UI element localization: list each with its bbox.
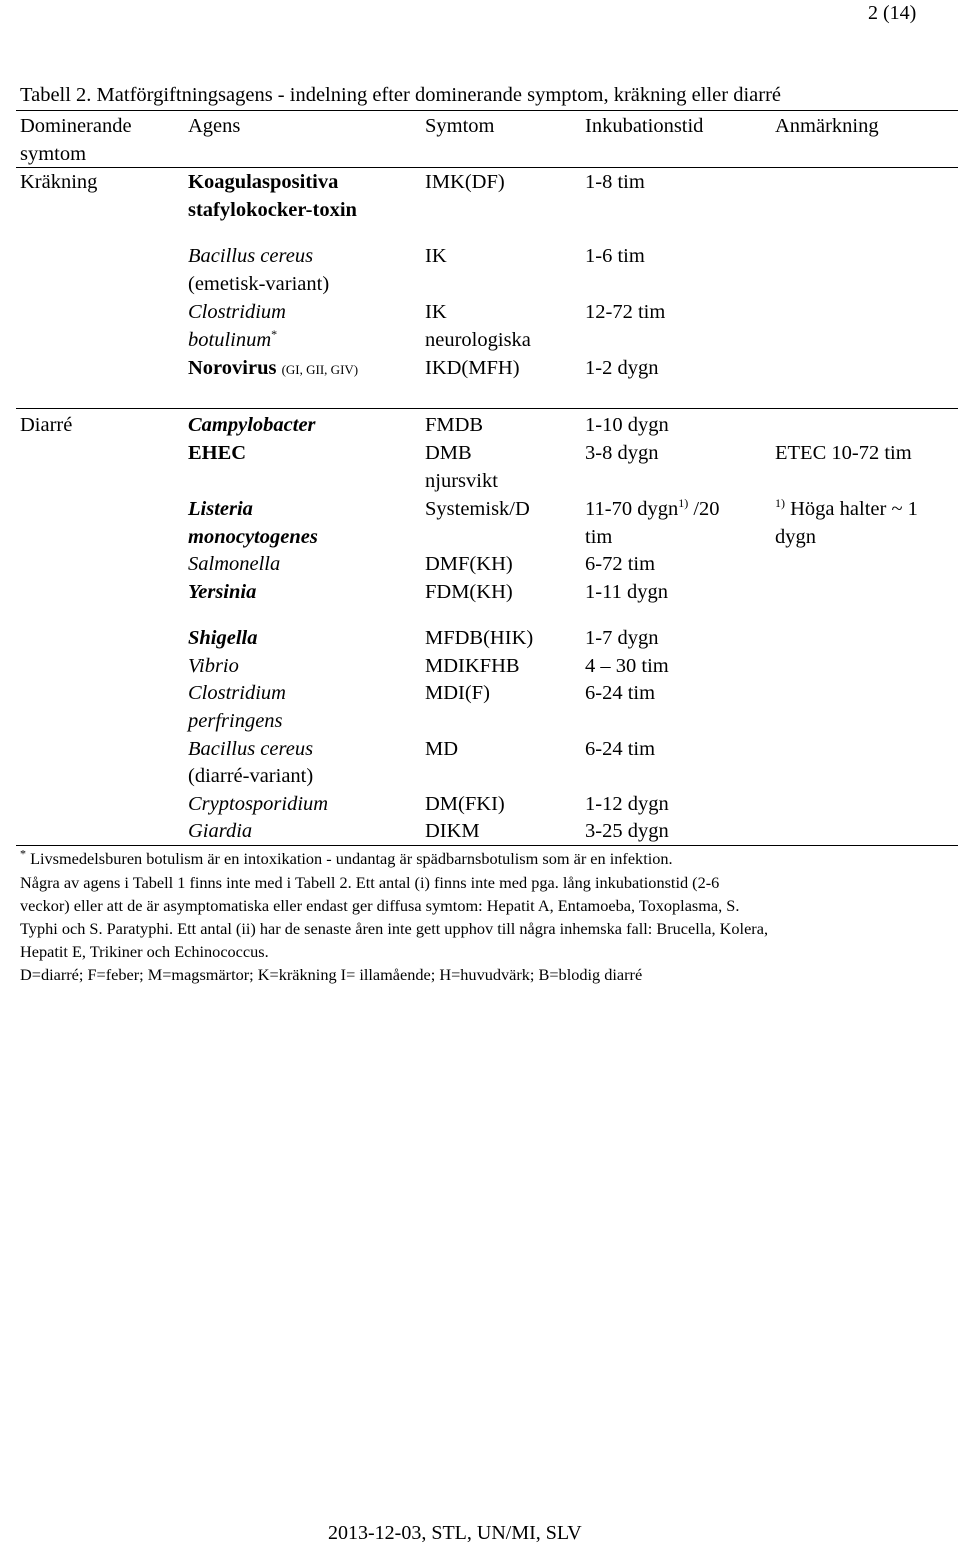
- agens-cell-line2: perfringens: [188, 710, 283, 732]
- inkubation-cell: 12-72 tim: [585, 301, 666, 323]
- symtom-cell: MDIKFHB: [425, 655, 520, 677]
- agens-cell: Vibrio: [188, 655, 239, 677]
- header-inkubationstid: Inkubationstid: [585, 115, 704, 137]
- agens-cell-line2: monocytogenes: [188, 526, 318, 548]
- footnote-text: veckor) eller att de är asymptomatiska eller endast ger diffusa symtom: Hepatit A, Entamoeba, Toxoplasma, S.: [20, 896, 740, 915]
- footnote-text: Hepatit E, Trikiner och Echinococcus.: [20, 942, 269, 961]
- agens-cell: Yersinia: [188, 581, 257, 603]
- agens-cell: Cryptosporidium: [188, 793, 329, 815]
- table-title: Tabell 2. Matförgiftningsagens - indelning efter dominerande symptom, kräkning eller diarré: [20, 84, 782, 106]
- agens-cell: Bacillus cereus: [188, 245, 314, 267]
- inkubation-cell: 6-24 tim: [585, 738, 656, 760]
- agens-cell: Campylobacter: [188, 414, 316, 436]
- header-anmarkning: Anmärkning: [775, 115, 879, 137]
- inkubation-cell: 6-24 tim: [585, 682, 656, 704]
- agens-cell: Clostridium: [188, 682, 286, 704]
- table-top-rule: [16, 110, 958, 111]
- group-label-diarre: Diarré: [20, 414, 73, 436]
- table-bottom-rule: [16, 845, 958, 846]
- agens-cell: Listeria: [188, 498, 253, 520]
- symtom-cell: IKD(MFH): [425, 357, 520, 379]
- symtom-cell: FDM(KH): [425, 581, 513, 603]
- agens-cell: Giardia: [188, 820, 253, 842]
- agens-cell: Salmonella: [188, 553, 281, 575]
- inkubation-cell: 4 – 30 tim: [585, 655, 669, 677]
- footnote-botulism: * Livsmedelsburen botulism är en intoxikation - undantag är spädbarnsbotulism som är en infektion.: [20, 846, 673, 868]
- symtom-cell: IK: [425, 245, 447, 267]
- group-rule: [16, 408, 958, 409]
- symtom-cell: DMF(KH): [425, 553, 513, 575]
- symtom-cell: FMDB: [425, 414, 484, 436]
- symtom-cell-line2: neurologiska: [425, 329, 531, 351]
- inkubation-cell: 3-8 dygn: [585, 442, 659, 464]
- agens-cell: EHEC: [188, 442, 247, 464]
- inkubation-cell: 11-70 dygn$^{1)}$ /20: [585, 496, 720, 520]
- agens-cell-line2: (diarré-variant): [188, 765, 314, 787]
- footnote-marker: 1): [775, 496, 785, 511]
- symtom-cell: DM(FKI): [425, 793, 505, 815]
- footnote-marker: 1): [678, 496, 689, 511]
- header-symtom: Symtom: [425, 115, 495, 137]
- page-footer: 2013-12-03, STL, UN/MI, SLV: [328, 1522, 582, 1544]
- inkubation-cell-line2: tim: [585, 526, 613, 548]
- anmarkning-cell-line2: dygn: [775, 526, 816, 548]
- inkubation-cell: 6-72 tim: [585, 553, 656, 575]
- symtom-cell: Systemisk/D: [425, 498, 530, 520]
- symtom-cell: MD: [425, 738, 459, 760]
- header-symptom-2: symtom: [20, 143, 87, 165]
- agens-cell: Norovirus (GI, GII, GIV): [188, 357, 359, 379]
- footnote-marker: *: [271, 327, 278, 342]
- footnote-text: Typhi och S. Paratyphi. Ett antal (ii) har de senaste åren inte gett upphov till några inhemska fall: Brucella, Kolera,: [20, 919, 769, 938]
- inkubation-cell: 1-6 tim: [585, 245, 645, 267]
- group-label-krakning: Kräkning: [20, 171, 98, 193]
- agens-genotypes: (GI, GII, GIV): [281, 362, 359, 377]
- agens-cell-line2: stafylokocker-toxin: [188, 199, 357, 221]
- symtom-cell: MDI(F): [425, 682, 490, 704]
- agens-cell-line2: (emetisk-variant): [188, 273, 330, 295]
- inkubation-cell: 1-2 dygn: [585, 357, 659, 379]
- symtom-cell: DMB: [425, 442, 472, 464]
- header-symptom-1: Dominerande: [20, 115, 132, 137]
- page-number: 2 (14): [868, 2, 917, 24]
- symtom-cell: IK: [425, 301, 447, 323]
- agens-cell-line2: botulinum*: [188, 327, 278, 351]
- symtom-cell: IMK(DF): [425, 171, 505, 193]
- symtom-cell-line2: njursvikt: [425, 470, 498, 492]
- abbreviation-legend: D=diarré; F=feber; M=magsmärtor; K=kräkning I= illamående; H=huvudvärk; B=blodig diarré: [20, 965, 643, 984]
- anmarkning-cell: ETEC 10-72 tim: [775, 442, 912, 464]
- inkubation-cell: 1-10 dygn: [585, 414, 669, 436]
- footnote-text: Några av agens i Tabell 1 finns inte med i Tabell 2. Ett antal (i) finns inte med pga. lång inkubationstid (2-6: [20, 873, 720, 892]
- agens-cell: Clostridium: [188, 301, 286, 323]
- inkubation-cell: 1-11 dygn: [585, 581, 668, 603]
- symtom-cell: MFDB(HIK): [425, 627, 534, 649]
- agens-cell: Koagulaspositiva: [188, 171, 339, 193]
- symtom-cell: DIKM: [425, 820, 480, 842]
- agens-cell: Shigella: [188, 627, 258, 649]
- footnote-marker: *: [20, 846, 26, 861]
- inkubation-cell: 1-7 dygn: [585, 627, 659, 649]
- agens-cell: Bacillus cereus: [188, 738, 314, 760]
- inkubation-cell: 1-8 tim: [585, 171, 645, 193]
- anmarkning-cell: $^{1)}$ Höga halter ~ 1: [775, 496, 918, 520]
- inkubation-cell: 3-25 dygn: [585, 820, 669, 842]
- inkubation-cell: 1-12 dygn: [585, 793, 669, 815]
- header-agens: Agens: [188, 115, 241, 137]
